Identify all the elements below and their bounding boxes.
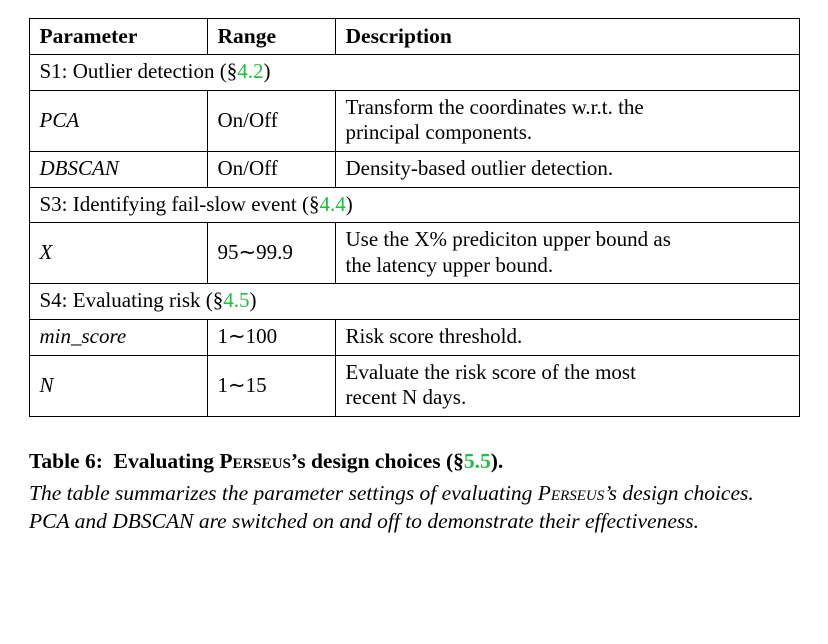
caption-title-part1: Evaluating: [113, 448, 214, 473]
caption-body-part1: The table summarizes the parameter settings of evaluating: [29, 480, 533, 505]
caption-label-text: Table 6:: [29, 448, 103, 473]
section-title-suffix-s3: ): [345, 191, 353, 216]
caption-label: [29, 449, 503, 473]
section-header-row-s4: [29, 284, 799, 320]
column-header-parameter: Parameter: [29, 19, 207, 55]
column-header-description: Description: [335, 19, 799, 55]
caption-body-part2: ’s design choices. PCA and DBSCAN are switched on and off to demonstrate their effectiveness.: [29, 480, 754, 534]
param-range-x: 95∼99.9: [207, 223, 335, 284]
section-ref-link-s4[interactable]: 4.5: [223, 288, 250, 313]
param-description-x: [335, 223, 799, 284]
param-range-min-score: 1∼100: [207, 320, 335, 356]
description-line-2: principal components.: [345, 120, 533, 145]
table-row: [29, 90, 799, 151]
section-title-s4: [29, 284, 799, 320]
param-name-n: N: [29, 355, 207, 416]
caption-body-smallcaps: Perseus: [537, 480, 605, 505]
table-row: [29, 320, 799, 356]
table-row: [29, 223, 799, 284]
table-row: [29, 152, 799, 188]
column-header-range: Range: [207, 19, 335, 55]
description-line-1: Use the X% prediciton upper bound as: [345, 227, 671, 252]
section-title-text-s3: S3: Identifying fail-slow event (§: [39, 191, 320, 216]
caption-body: [29, 479, 799, 536]
caption-section-ref-link[interactable]: 5.5: [463, 448, 491, 473]
table-caption: [29, 447, 799, 536]
table-header-row: [29, 19, 799, 55]
param-name-pca: PCA: [29, 90, 207, 151]
description-line-2: the latency upper bound.: [345, 252, 554, 277]
section-title-text-s1: S1: Outlier detection (§: [39, 59, 238, 84]
section-header-row-s3: [29, 187, 799, 223]
param-name-dbscan: DBSCAN: [29, 152, 207, 188]
caption-title-smallcaps: Perseus: [219, 448, 291, 473]
section-ref-link-s3[interactable]: 4.4: [319, 191, 346, 216]
param-name-min-score: min_score: [29, 320, 207, 356]
param-name-x: X: [29, 223, 207, 284]
section-title-suffix-s1: ): [263, 59, 271, 84]
parameter-settings-table: [29, 18, 800, 417]
section-header-row-s1: [29, 55, 799, 91]
param-range-n: 1∼15: [207, 355, 335, 416]
section-title-s1: [29, 55, 799, 91]
section-title-text-s4: S4: Evaluating risk (§: [39, 288, 224, 313]
param-range-dbscan: On/Off: [207, 152, 335, 188]
description-line-1: Transform the coordinates w.r.t. the: [345, 94, 644, 119]
param-description-min-score: Risk score threshold.: [335, 320, 799, 356]
param-description-dbscan: Density-based outlier detection.: [335, 152, 799, 188]
caption-title-part2: ’s design choices (§: [290, 448, 464, 473]
description-line-2: recent N days.: [345, 385, 467, 410]
section-title-suffix-s4: ): [249, 288, 257, 313]
table-row: [29, 355, 799, 416]
param-range-pca: On/Off: [207, 90, 335, 151]
section-title-s3: [29, 187, 799, 223]
description-line-1: Evaluate the risk score of the most: [345, 359, 636, 384]
param-description-n: [335, 355, 799, 416]
param-description-pca: [335, 90, 799, 151]
caption-title-end: ).: [490, 448, 504, 473]
section-ref-link-s1[interactable]: 4.2: [237, 59, 264, 84]
